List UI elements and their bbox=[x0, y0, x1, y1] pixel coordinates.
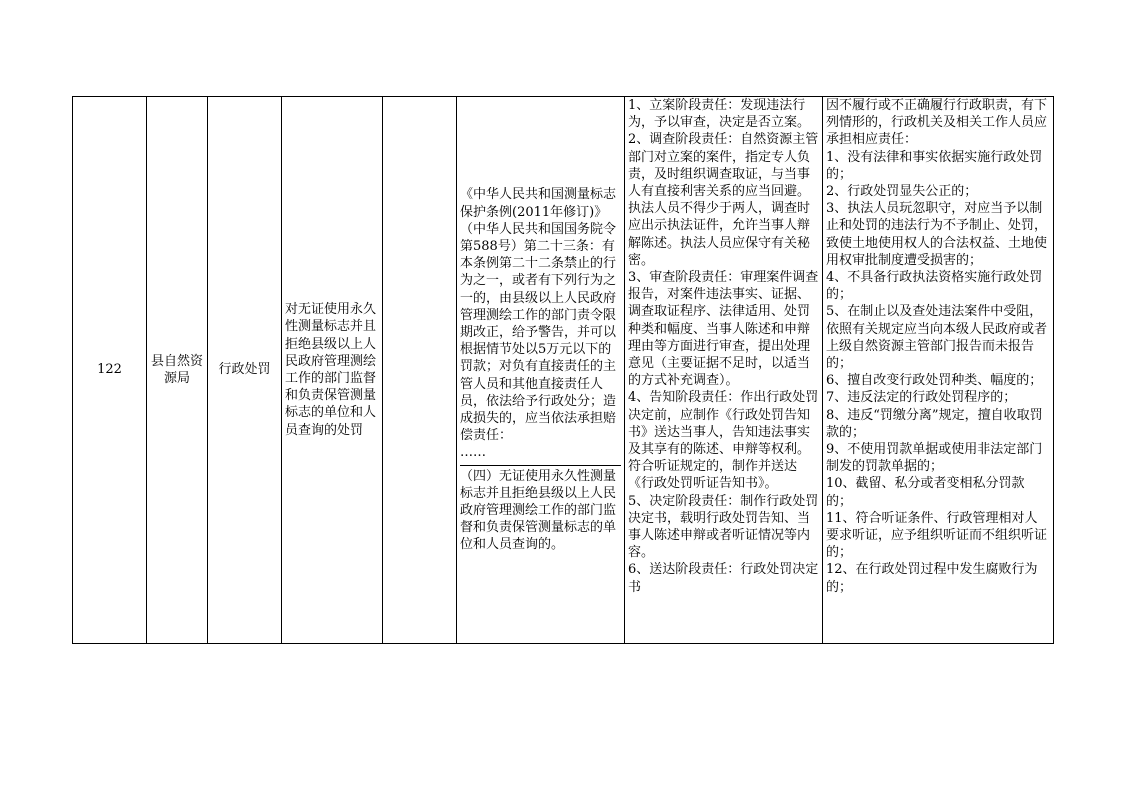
liability-item: 11、符合听证条件、行政管理相对人要求听证，应予组织听证而不组织听证的； bbox=[826, 510, 1048, 561]
liability-intro: 因不履行或不正确履行行政职责，有下列情形的，行政机关及相关工作人员应承担相应责任： bbox=[826, 98, 1048, 148]
liability-item: 10、截留、私分或者变相私分罚款的； bbox=[826, 476, 1025, 509]
responsibility-item: 5、决定阶段责任：制作行政处罚决定书，载明行政处罚告知、当事人陈述申辩或者听证情况等内容。 bbox=[628, 493, 819, 561]
liability-item: 3、执法人员玩忽职守，对应当予以制止和处罚的违法行为不予制止、处罚，致使土地使用权人的合法权益、土地使用权审批制度遭受损害的； bbox=[826, 201, 1048, 268]
responsibility-item: 4、告知阶段责任：作出行政处罚决定前，应制作《行政处罚告知书》送达当事人，告知违法事实及其享有的陈述、申辩等权利。符合听证规定的，制作并送达《行政处罚听证告知书》。 bbox=[628, 390, 819, 492]
category: 行政处罚 bbox=[218, 362, 271, 378]
responsibility-cell bbox=[625, 97, 823, 644]
item-name: 对无证使用永久性测量标志并且拒绝县级以上人民政府管理测绘工作的部门监督和负责保管测量标志的单位和人员查询的处罚 bbox=[285, 302, 377, 438]
department-cell bbox=[147, 97, 208, 644]
liability-item: 9、不使用罚款单据或使用非法定部门制发的罚款单据的； bbox=[826, 442, 1043, 475]
responsibility-item: 6、送达阶段责任：行政处罚决定书 bbox=[628, 562, 819, 595]
liability-item: 2、行政处罚显失公正的； bbox=[826, 184, 978, 200]
liability-item: 7、违反法定的行政处罚程序的； bbox=[826, 390, 1017, 406]
liability-item: 6、擅自改变行政处罚种类、幅度的； bbox=[826, 373, 1043, 389]
basis-ellipsis: …… bbox=[460, 445, 486, 461]
responsibility-item: 2、调查阶段责任：自然资源主管部门对立案的案件，指定专人负责，及时组织调查取证，与当事人有直接利害关系的应当回避。执法人员不得少于两人，调查时应出示执法证件，允许当事人辩解陈述。执法人员应保守有关秘密。 bbox=[628, 132, 819, 268]
legal-basis bbox=[457, 186, 624, 553]
liability-item: 12、在行政处罚过程中发生腐败行为的； bbox=[826, 562, 1038, 595]
table-row bbox=[73, 97, 1054, 644]
sub-item-cell bbox=[383, 97, 457, 644]
basis-cell bbox=[457, 97, 625, 644]
liability-item: 1、没有法律和事实依据实施行政处罚的； bbox=[826, 149, 1043, 182]
liability-list bbox=[823, 97, 1053, 643]
category-cell bbox=[208, 97, 282, 644]
responsibility-list bbox=[625, 97, 822, 643]
liability-item: 4、不具备行政执法资格实施行政处罚的； bbox=[826, 270, 1043, 303]
row-number: 122 bbox=[97, 362, 122, 378]
item-name-cell bbox=[282, 97, 383, 644]
responsibility-item: 3、审查阶段责任：审理案件调查报告，对案件违法事实、证据、调查取证程序、法律适用、处罚种类和幅度、当事人陈述和申辩理由等方面进行审查，提出处理意见（主要证据不足时，以适当的方式补充调查）。 bbox=[628, 270, 819, 389]
liability-item: 8、违反“罚缴分离”规定，擅自收取罚款的； bbox=[826, 407, 1043, 440]
basis-text-2: （四）无证使用永久性测量标志并且拒绝县级以上人民政府管理测绘工作的部门监督和负责保管测量标志的单位和人员查询的。 bbox=[460, 465, 621, 554]
liability-item: 5、在制止以及查处违法案件中受阻，依照有关规定应当向本级人民政府或者上级自然资源主管部门报告而未报告的； bbox=[826, 304, 1048, 372]
enforcement-table bbox=[72, 96, 1054, 644]
liability-cell bbox=[823, 97, 1054, 644]
basis-text-1: 《中华人民共和国测量标志保护条例(2011年修订)》（中华人民共和国国务院令第588号）第二十三条：有本条例第二十二条禁止的行为之一，或者有下列行为之一的，由县级以上人民政府管理测绘工作的部门责令限期改正，给予警告，并可以根据情节处以5万元以下的罚款；对负有直接责任的主管人员和其他直接责任人员，依法给予行政处分；造成损失的，应当依法承担赔偿责任： bbox=[460, 187, 617, 444]
responsibility-item: 1、立案阶段责任：发现违法行为，予以审查，决定是否立案。 bbox=[628, 98, 811, 131]
row-number-cell bbox=[73, 97, 147, 644]
department: 县自然资源局 bbox=[150, 353, 203, 386]
